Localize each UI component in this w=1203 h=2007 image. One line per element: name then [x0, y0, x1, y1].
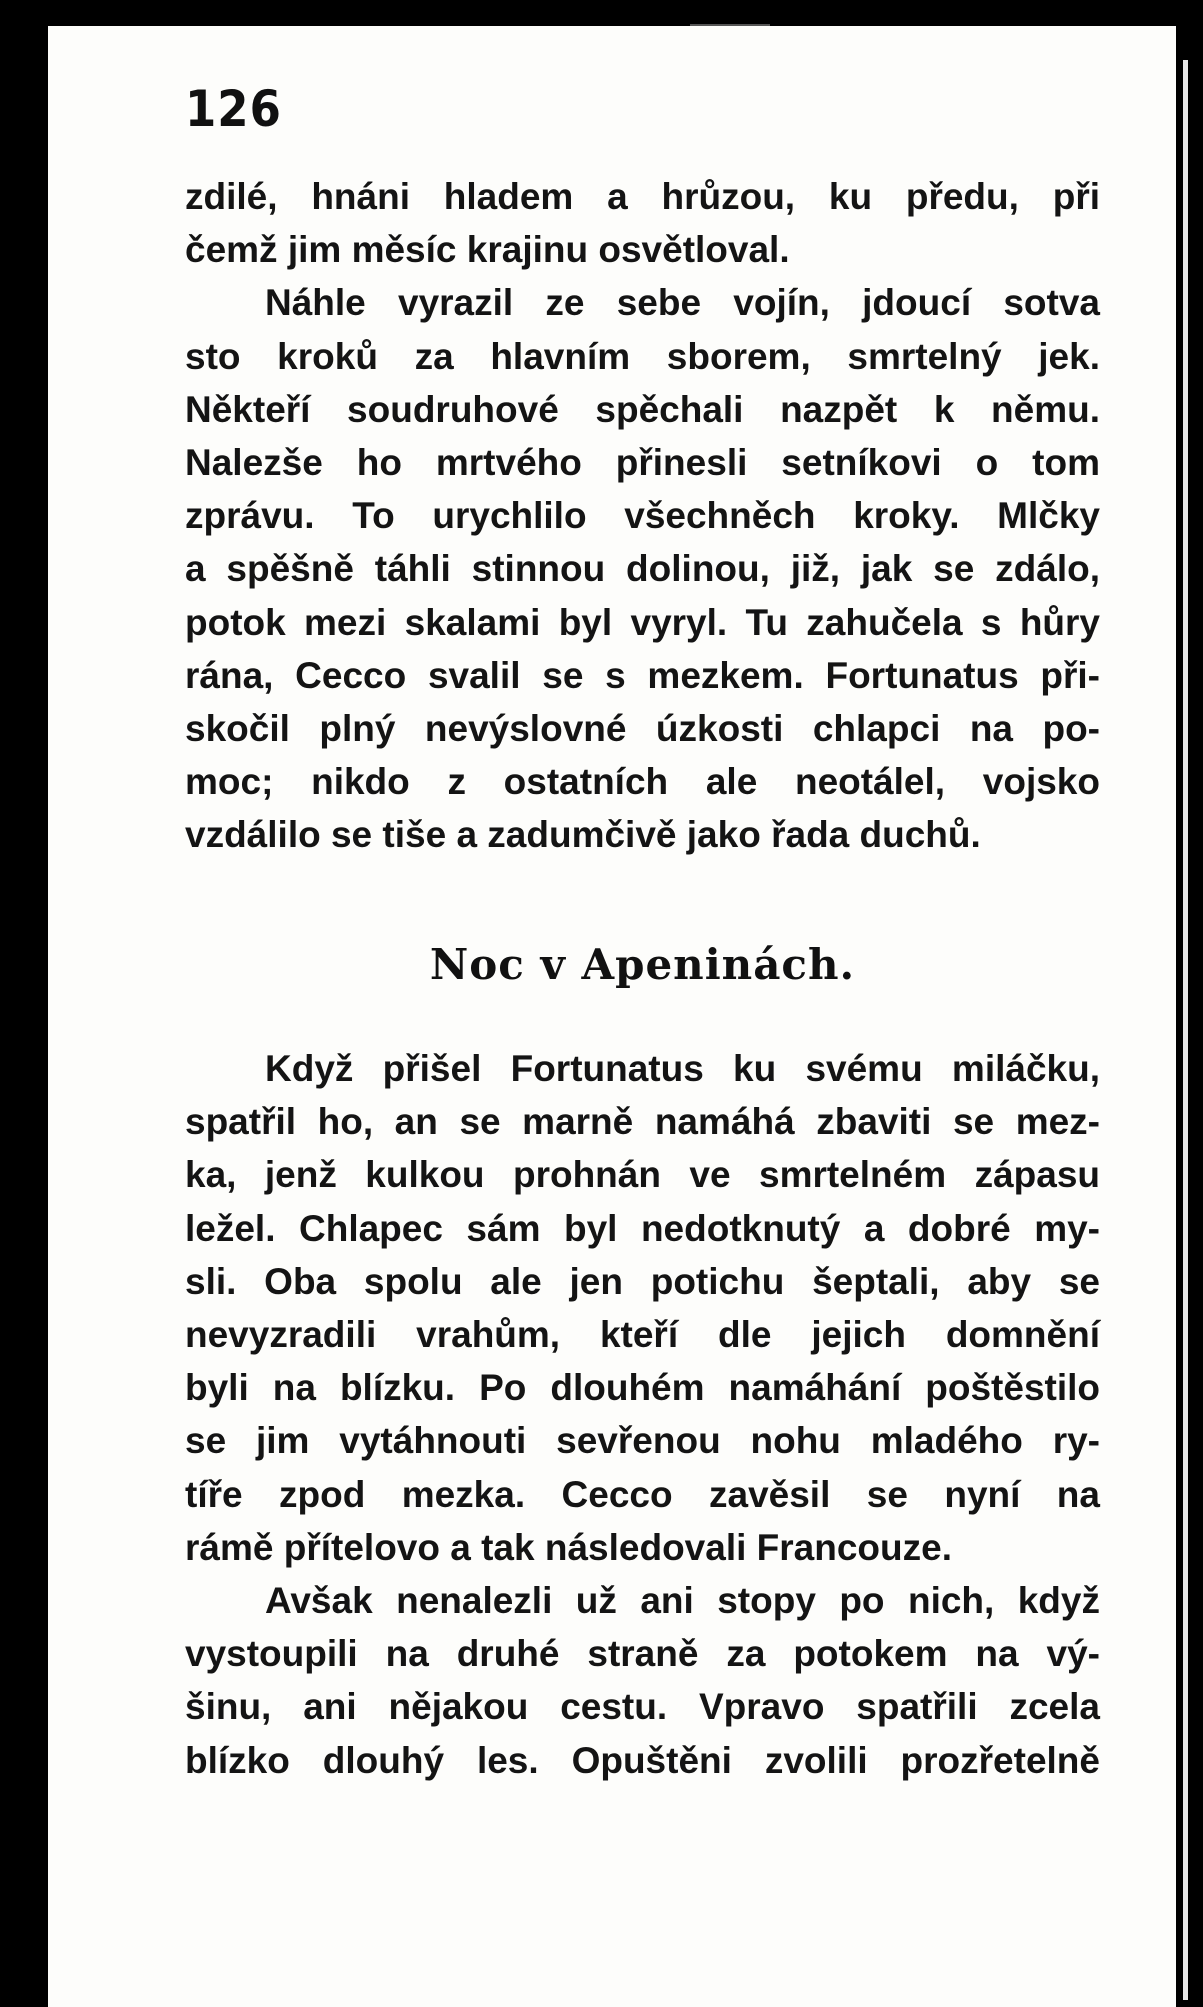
text-line: a spěšně táhli stinnou dolinou, již, jak se zdálo,	[185, 548, 1100, 590]
text-line: ležel. Chlapec sám byl nedotknutý a dobré my-	[185, 1207, 1100, 1249]
text-line: vzdálilo se tiše a zadumčivě jako řada duchů.	[185, 814, 981, 856]
text-line: zdilé, hnáni hladem a hrůzou, ku předu, při	[185, 176, 1100, 217]
text-line: nevyzradili vrahům, kteří dle jejich domnění	[185, 1314, 1100, 1356]
text-line: rána, Cecco svalil se s mezkem. Fortunatus při-	[185, 654, 1100, 696]
text-line: blízko dlouhý les. Opuštěni zvolili prozřetelně	[185, 1739, 1100, 1781]
text-line: Náhle vyrazil ze sebe vojín, jdoucí sotva	[265, 282, 1100, 324]
top-rule	[690, 24, 770, 26]
text-line: moc; nikdo z ostatních ale neotálel, vojsko	[185, 761, 1100, 803]
text-line: spatřil ho, an se marně namáhá zbaviti se mez-	[185, 1101, 1100, 1143]
text-line: Nalezše ho mrtvého přinesli setníkovi o tom	[185, 442, 1100, 484]
text-line: Někteří soudruhové spěchali nazpět k němu.	[185, 388, 1100, 430]
text-line: Avšak nenalezli už ani stopy po nich, když	[265, 1580, 1100, 1622]
text-line: sto kroků za hlavním sborem, smrtelný jek.	[185, 335, 1100, 377]
text-line: potok mezi skalami byl vyryl. Tu zahučela s hůry	[185, 601, 1100, 643]
text-line: šinu, ani nějakou cestu. Vpravo spatřili zcela	[185, 1686, 1100, 1728]
paragraph-block-1	[185, 170, 1100, 862]
text-line: vystoupili na druhé straně za potokem na vý-	[185, 1633, 1100, 1675]
text-line: rámě přítelovo a tak následovali Francouze.	[185, 1526, 952, 1568]
text-line: Když přišel Fortunatus ku svému miláčku,	[265, 1048, 1100, 1089]
text-line: čemž jim měsíc krajinu osvětloval.	[185, 229, 790, 271]
text-line: ka, jenž kulkou prohnán ve smrtelném zápasu	[185, 1154, 1100, 1196]
page-edge-line	[1183, 60, 1188, 2000]
text-line: byli na blízku. Po dlouhém namáhání poštěstilo	[185, 1367, 1100, 1409]
section-heading: Noc v Apeninách.	[429, 940, 856, 989]
page-number: 126	[185, 80, 282, 138]
paragraph-block-2	[185, 1042, 1100, 1787]
text-line: sli. Oba spolu ale jen potichu šeptali, aby se	[185, 1260, 1100, 1302]
page-edge-shadow	[1176, 40, 1203, 2007]
text-line: tíře zpod mezka. Cecco zavěsil se nyní na	[185, 1473, 1100, 1515]
text-line: se jim vytáhnouti sevřenou nohu mladého ry-	[185, 1420, 1100, 1462]
text-line: skočil plný nevýslovné úzkosti chlapci na po-	[185, 708, 1100, 750]
text-line: zprávu. To urychlilo všechněch kroky. Mlčky	[185, 495, 1100, 537]
